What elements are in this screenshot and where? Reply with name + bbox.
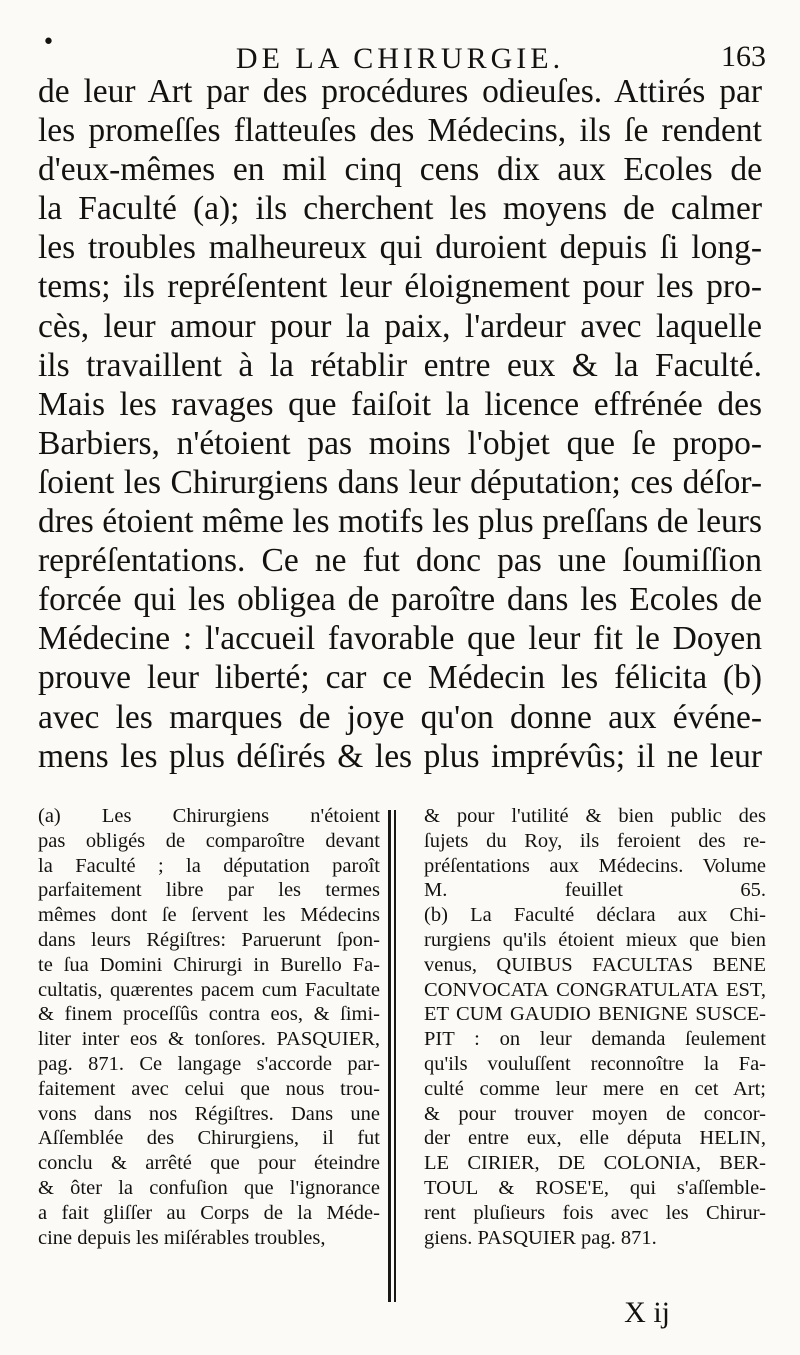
footnote-line: LE CIRIER, DE COLONIA, BER- <box>424 1152 766 1175</box>
text-line: repréſentations. Ce ne fut donc pas une ſoumiſſion <box>38 542 762 580</box>
text-line: mens les plus déſirés & les plus imprévûs; il ne leur <box>38 737 762 775</box>
footnote-line: liter inter eos & tonſores. PASQUIER, <box>38 1028 380 1051</box>
column-rule-inner <box>394 810 396 1302</box>
footnote-line: mêmes dont ſe ſervent les Médecins <box>38 904 380 927</box>
footnote-line: cine depuis les miſérables troubles, <box>38 1226 326 1249</box>
text-line: ſoient les Chirurgiens dans leur députation; ces déſor- <box>38 463 762 501</box>
footnote-line: & finem proceſſûs contra eos, & ſimi- <box>38 1003 380 1026</box>
header-mark: • <box>42 30 55 55</box>
footnote-line: M. feuillet 65. <box>424 879 766 902</box>
signature-mark: X ij <box>624 1296 670 1329</box>
running-title: DE LA CHIRURGIE. <box>235 42 565 75</box>
text-line: les promeſſes flatteuſes des Médecins, ils ſe rendent <box>38 112 762 150</box>
footnote-line: faitement avec celui que nous trou- <box>38 1077 380 1100</box>
footnote-line: conclu & arrêté que pour éteindre <box>38 1152 380 1175</box>
footnote-line: parfaitement libre par les termes <box>38 879 380 902</box>
text-line: prouve leur liberté; car ce Médecin les félicita (b) <box>38 659 762 697</box>
text-line: dres étoient même les motifs les plus preſſans de leurs <box>38 503 762 541</box>
footnote-line: qu'ils vouluſſent reconnoître la Fa- <box>424 1052 766 1075</box>
footnote-column-left <box>38 804 380 1250</box>
column-rule <box>388 810 391 1302</box>
text-line: ils travaillent à la rétablir entre eux & la Faculté. <box>38 346 762 384</box>
footnote-line: & ôter la confuſion que l'ignorance <box>38 1176 380 1199</box>
footnote-line: préſentations aux Médecins. Volume <box>424 854 766 877</box>
footnote-line: & pour trouver moyen de concor- <box>424 1102 766 1125</box>
text-line: cès, leur amour pour la paix, l'ardeur avec laquelle <box>38 307 762 345</box>
footnote-line: la Faculté ; la députation paroît <box>38 854 380 877</box>
footnote-line: dans leurs Régiſtres: Paruerunt ſpon- <box>38 928 380 951</box>
footnote-line: PIT : on leur demanda ſeulement <box>424 1028 766 1051</box>
footnote-line: (b) La Faculté déclara aux Chi- <box>424 904 766 927</box>
text-line: Mais les ravages que faiſoit la licence effrénée des <box>38 385 762 423</box>
footnote-line: der entre eux, elle députa HELIN, <box>424 1127 766 1150</box>
footnote-line: CONVOCATA CONGRATULATA EST, <box>424 978 766 1001</box>
footnote-column-right <box>424 804 766 1250</box>
footnote-line: ſujets du Roy, ils feroient des re- <box>424 829 766 852</box>
text-line: Barbiers, n'étoient pas moins l'objet que ſe propo- <box>38 424 762 462</box>
footnote-line: giens. PASQUIER pag. 871. <box>424 1226 657 1249</box>
text-line: la Faculté (a); ils cherchent les moyens de calmer <box>38 190 762 228</box>
main-text <box>38 72 762 776</box>
footnote-line: TOUL & ROSE'E, qui s'aſſemble- <box>424 1176 766 1199</box>
footnote-line: (a) Les Chirurgiens n'étoient <box>38 805 380 827</box>
footnotes <box>38 804 766 1304</box>
footnote-line: pas obligés de comparoître devant <box>38 829 380 852</box>
footnote-line: & pour l'utilité & bien public des <box>424 805 766 827</box>
text-line: Médecine : l'accueil favorable que leur fit le Doyen <box>38 620 762 658</box>
footnote-line: te ſua Domini Chirurgi in Burello Fa- <box>38 953 380 976</box>
footnote-line: culté comme leur mere en cet Art; <box>424 1077 766 1100</box>
footnote-line: vons dans nos Régiſtres. Dans une <box>38 1102 380 1125</box>
text-line: forcée qui les obligea de paroître dans les Ecoles de <box>38 581 762 619</box>
footnote-line: rent pluſieurs fois avec les Chirur- <box>424 1201 766 1224</box>
footnote-line: venus, QUIBUS FACULTAS BENE <box>424 953 766 976</box>
text-line: avec les marques de joye qu'on donne aux événe- <box>38 698 762 736</box>
footnote-line: cultatis, quærentes pacem cum Facultate <box>38 978 380 1001</box>
footnote-line: a fait gliſſer au Corps de la Méde- <box>38 1201 380 1224</box>
text-line: les troubles malheureux qui duroient depuis ſi long- <box>38 229 762 267</box>
footnote-line: ET CUM GAUDIO BENIGNE SUSCE- <box>424 1003 766 1026</box>
footnote-line: Aſſemblée des Chirurgiens, il fut <box>38 1127 380 1150</box>
text-line: tems; ils repréſentent leur éloignement pour les pro- <box>38 268 762 306</box>
footnote-line: pag. 871. Ce langage s'accorde par- <box>38 1052 380 1075</box>
page-number: 163 <box>721 40 766 73</box>
footnote-line: rurgiens qu'ils étoient mieux que bien <box>424 928 766 951</box>
text-line: de leur Art par des procédures odieuſes. Attirés par <box>38 73 762 110</box>
text-line: d'eux-mêmes en mil cinq cens dix aux Ecoles de <box>38 151 762 189</box>
